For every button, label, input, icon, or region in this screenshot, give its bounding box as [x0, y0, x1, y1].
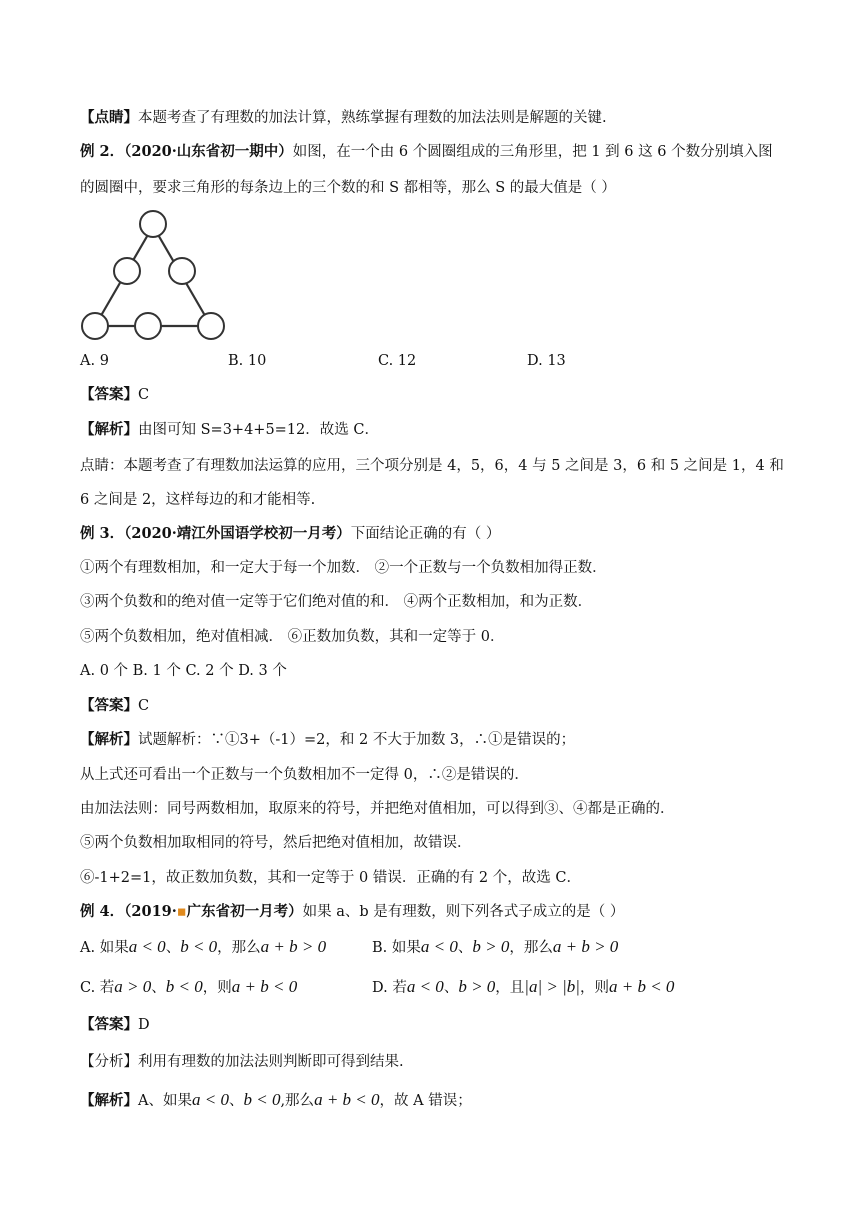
ex4-source-a: （2019·: [124, 903, 177, 920]
ex1-dianjing-line: [80, 108, 607, 128]
ex4-label: 例 4．: [80, 903, 125, 920]
ex2-option-c: C. 12: [378, 353, 417, 369]
ex4-question-text: 如果 a、b 是有理数，则下列各式子成立的是（ ）: [302, 904, 625, 920]
ex2-answer-line: [80, 385, 149, 405]
analysis-text: 由图可知 S=3+4+5=12．故选 C．: [138, 422, 379, 438]
circle-right-middle: [169, 258, 195, 284]
ex3-options: A. 0 个 B. 1 个 C. 2 个 D. 3 个: [80, 663, 287, 679]
ex4-option-d: D. 若a < 0、b > 0，且|a| > |b|，则a + b < 0: [372, 977, 675, 996]
answer-tag: 【答案】: [80, 386, 138, 403]
fenxi-tag: 【分析】: [80, 1054, 138, 1070]
ex3-statement-line2: ③两个负数和的绝对值一定等于它们绝对值的和． ④两个正数相加，和为正数．: [80, 594, 593, 610]
analysis-tag: 【解析】: [80, 1092, 138, 1109]
ex3-answer-line: [80, 696, 149, 716]
ex4-fenxi-line: [80, 1052, 404, 1072]
ex2-note-line2: 6 之间是 2，这样每边的和才能相等.: [80, 492, 316, 508]
ex2-question-line2: 的圆圈中，要求三角形的每条边上的三个数的和 S 都相等，那么 S 的最大值是（ ）: [80, 180, 616, 196]
answer-value: D: [138, 1017, 150, 1033]
answer-value: C: [138, 387, 150, 403]
ex2-question-text: 如图，在一个由 6 个圆圈组成的三角形里，把 1 到 6 这 6 个数分别填入图: [292, 144, 773, 160]
circle-bottom-middle: [135, 313, 161, 339]
ex4-question-line: [80, 902, 624, 922]
ex3-question-text: 下面结论正确的有（ ）: [350, 526, 501, 542]
ex3-analysis-line3: 由加法法则：同号两数相加，取原来的符号，并把绝对值相加，可以得到③、④都是正确的．: [80, 801, 675, 817]
answer-tag: 【答案】: [80, 1016, 138, 1033]
ex4-option-a: A. 如果a < 0、b < 0，那么a + b > 0: [80, 937, 327, 956]
ex4-answer-line: [80, 1015, 150, 1035]
ex4-option-b: B. 如果a < 0、b > 0，那么a + b > 0: [372, 937, 619, 956]
circle-left-middle: [114, 258, 140, 284]
ex3-analysis-line5: ⑥-1+2=1，故正数加负数，其和一定等于 0 错误．正确的有 2 个，故选 C．: [80, 870, 581, 886]
ex3-analysis-line4: ⑤两个负数相加取相同的符号，然后把绝对值相加，故错误．: [80, 835, 472, 851]
analysis-tag: 【解析】: [80, 421, 138, 438]
dianjing-tag: 【点睛】: [80, 109, 138, 126]
triangle-circles-figure: [78, 208, 238, 346]
circle-bottom-left: [82, 313, 108, 339]
ex3-statement-line1: ①两个有理数相加，和一定大于每一个加数． ②一个正数与一个负数相加得正数．: [80, 560, 607, 576]
ex2-label: 例 2．: [80, 143, 125, 160]
circle-bottom-right: [198, 313, 224, 339]
answer-value: C: [138, 698, 150, 714]
answer-tag: 【答案】: [80, 697, 138, 714]
ex4-option-c: C. 若a > 0、b < 0，则a + b < 0: [80, 977, 298, 996]
dianjing-text: 本题考查了有理数的加法计算，熟练掌握有理数的加法法则是解题的关键.: [138, 110, 607, 126]
circle-top: [140, 211, 166, 237]
ex2-option-d: D. 13: [527, 353, 566, 369]
analysis-tag: 【解析】: [80, 731, 138, 748]
analysis-text: 试题解析：∵①3+（-1）=2，和 2 不大于加数 3，∴①是错误的；: [138, 732, 576, 748]
fenxi-text: 利用有理数的加法法则判断即可得到结果.: [138, 1054, 404, 1070]
ex3-statement-line3: ⑤两个负数相加，绝对值相减． ⑥正数加负数，其和一定等于 0．: [80, 629, 505, 645]
ex2-option-a: A. 9: [80, 353, 109, 369]
ex3-analysis-line1: [80, 730, 575, 750]
ex4-analysis-line: 【解析】A、如果a < 0、b < 0,那么a + b < 0，故 A 错误；: [80, 1090, 472, 1109]
ex2-note-line1: 点睛：本题考查了有理数加法运算的应用，三个项分别是 4，5，6，4 与 5 之间是 3，6 和 5 之间是 1，4 和: [80, 458, 784, 474]
ex3-question-line: [80, 524, 500, 544]
ex3-label: 例 3．: [80, 525, 125, 542]
ex2-source: （2020·山东省初一期中）: [124, 143, 293, 160]
orange-dot-mark: ▪: [176, 904, 187, 920]
ex3-source: （2020·靖江外国语学校初一月考）: [124, 525, 351, 542]
ex2-option-b: B. 10: [228, 353, 267, 369]
ex2-analysis-line: [80, 420, 379, 440]
ex4-source-b: 广东省初一月考）: [186, 903, 303, 920]
ex2-question-line1: [80, 142, 773, 162]
ex3-analysis-line2: 从上式还可看出一个正数与一个负数相加不一定得 0，∴②是错误的．: [80, 767, 529, 783]
